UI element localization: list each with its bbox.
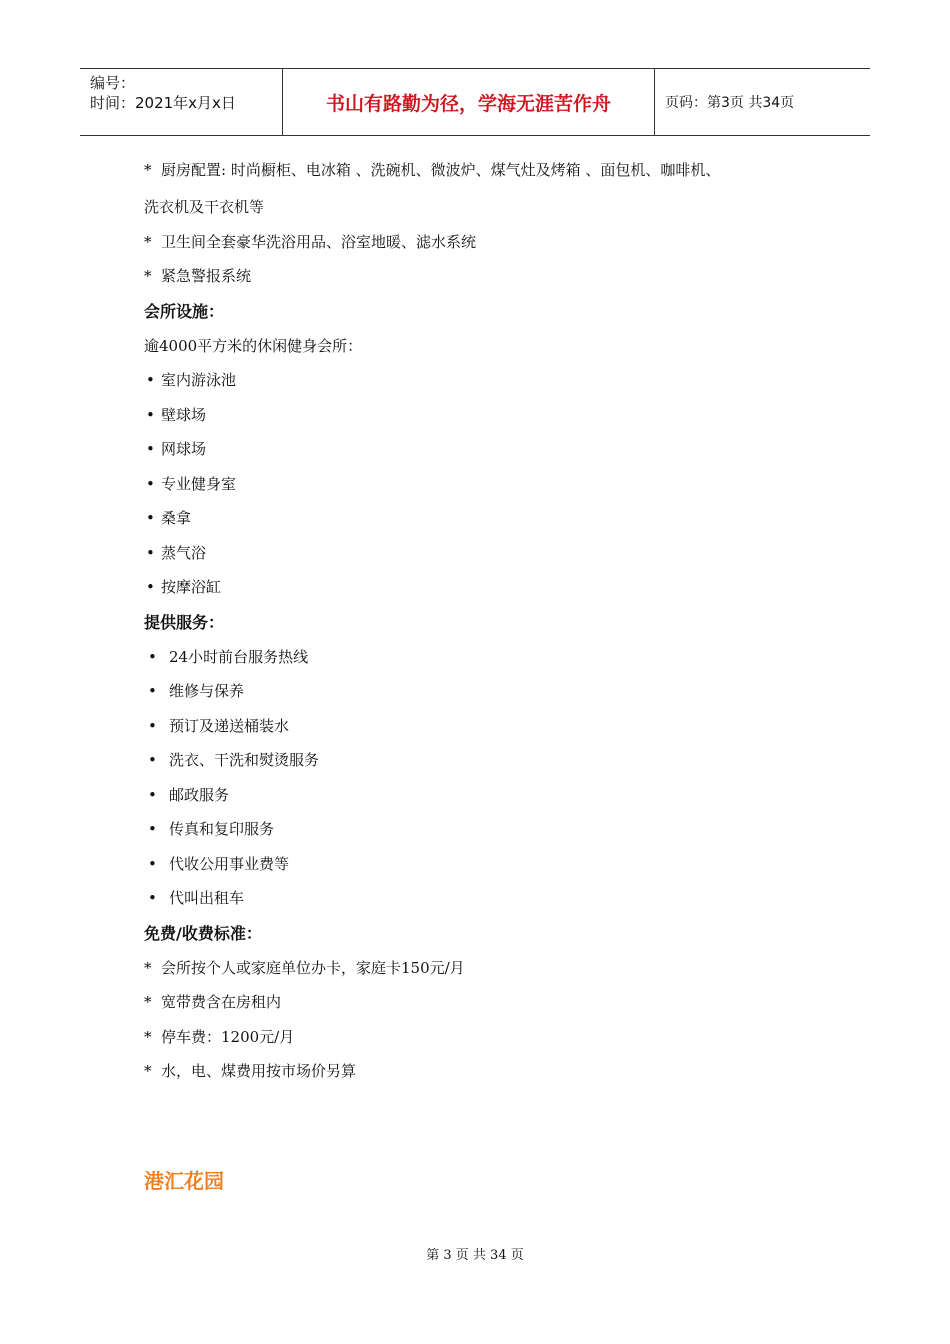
- clubhouse-intro: 逾4000平方米的休闲健身会所：: [144, 336, 363, 355]
- clubhouse-heading: 会所设施：: [144, 301, 225, 321]
- list-item: • 传真和复印服务: [144, 812, 844, 847]
- header-meta: [80, 69, 282, 135]
- document-time-label: 时间：2021年x月x日: [90, 94, 236, 112]
- page-footer: 第 3 页 共 34 页: [426, 1248, 524, 1263]
- page-header: [80, 68, 870, 136]
- bullet-marker: •: [148, 647, 157, 666]
- feature-kitchen: * 厨房配置: 时尚橱柜、电冰箱 、洗碗机、微波炉、煤气灶及烤箱 、面包机、咖啡机、: [144, 153, 844, 190]
- bullet-marker: •: [148, 682, 157, 700]
- list-item: * 停车费：1200元/月: [144, 1020, 844, 1055]
- star-marker: *: [144, 958, 152, 977]
- list-item: * 会所按个人或家庭单位办卡，家庭卡150元/月: [144, 951, 844, 986]
- list-item: • 壁球场: [144, 398, 844, 433]
- list-item: • 邮政服务: [144, 778, 844, 813]
- bullet-marker: •: [148, 820, 157, 838]
- list-item: • 蒸气浴: [144, 536, 844, 571]
- feature-kitchen-continued: 洗衣机及干衣机等: [144, 198, 265, 216]
- list-item: • 代收公用事业费等: [144, 847, 844, 882]
- star-marker: *: [144, 1027, 152, 1046]
- star-marker: *: [144, 232, 152, 251]
- fees-heading: 免费/收费标准：: [144, 923, 262, 943]
- list-item: • 专业健身室: [144, 467, 844, 502]
- header-motto: 书山有路勤为径，学海无涯苦作舟: [282, 69, 655, 135]
- bullet-marker: •: [148, 716, 157, 735]
- bullet-marker: •: [146, 543, 155, 562]
- list-item: • 室内游泳池: [144, 363, 844, 398]
- bullet-marker: •: [148, 751, 157, 769]
- list-item: • 按摩浴缸: [144, 570, 844, 605]
- document-number-label: 编号：: [90, 74, 136, 92]
- list-item: • 预订及递送桶装水: [144, 709, 844, 744]
- document-body: [144, 153, 844, 1201]
- bullet-marker: •: [146, 405, 155, 424]
- header-page-label: 页码：第3页 共34页: [665, 95, 795, 111]
- list-item: • 24小时前台服务热线: [144, 640, 844, 675]
- list-item: • 桑拿: [144, 501, 844, 536]
- bullet-marker: •: [146, 509, 155, 527]
- bullet-marker: •: [148, 889, 157, 907]
- bullet-marker: •: [148, 854, 157, 873]
- star-marker: *: [144, 161, 152, 179]
- bullet-marker: •: [146, 578, 155, 596]
- feature-alarm: * 紧急警报系统: [144, 259, 844, 294]
- next-section-title: 港汇花园: [144, 1168, 224, 1193]
- list-item: • 网球场: [144, 432, 844, 467]
- star-marker: *: [144, 993, 152, 1011]
- bullet-marker: •: [146, 371, 155, 389]
- list-item: * 水，电、煤费用按市场价另算: [144, 1054, 844, 1089]
- bullet-marker: •: [146, 474, 155, 493]
- list-item: * 宽带费含在房租内: [144, 985, 844, 1020]
- bullet-marker: •: [146, 440, 155, 458]
- list-item: • 维修与保养: [144, 674, 844, 709]
- services-heading: 提供服务：: [144, 612, 225, 632]
- star-marker: *: [144, 1062, 152, 1080]
- star-marker: *: [144, 267, 152, 285]
- feature-bathroom: * 卫生间全套豪华洗浴用品、浴室地暖、滤水系统: [144, 225, 844, 260]
- section-spacer: [144, 1089, 844, 1161]
- list-item: • 代叫出租车: [144, 881, 844, 916]
- bullet-marker: •: [148, 785, 157, 804]
- list-item: • 洗衣、干洗和熨烫服务: [144, 743, 844, 778]
